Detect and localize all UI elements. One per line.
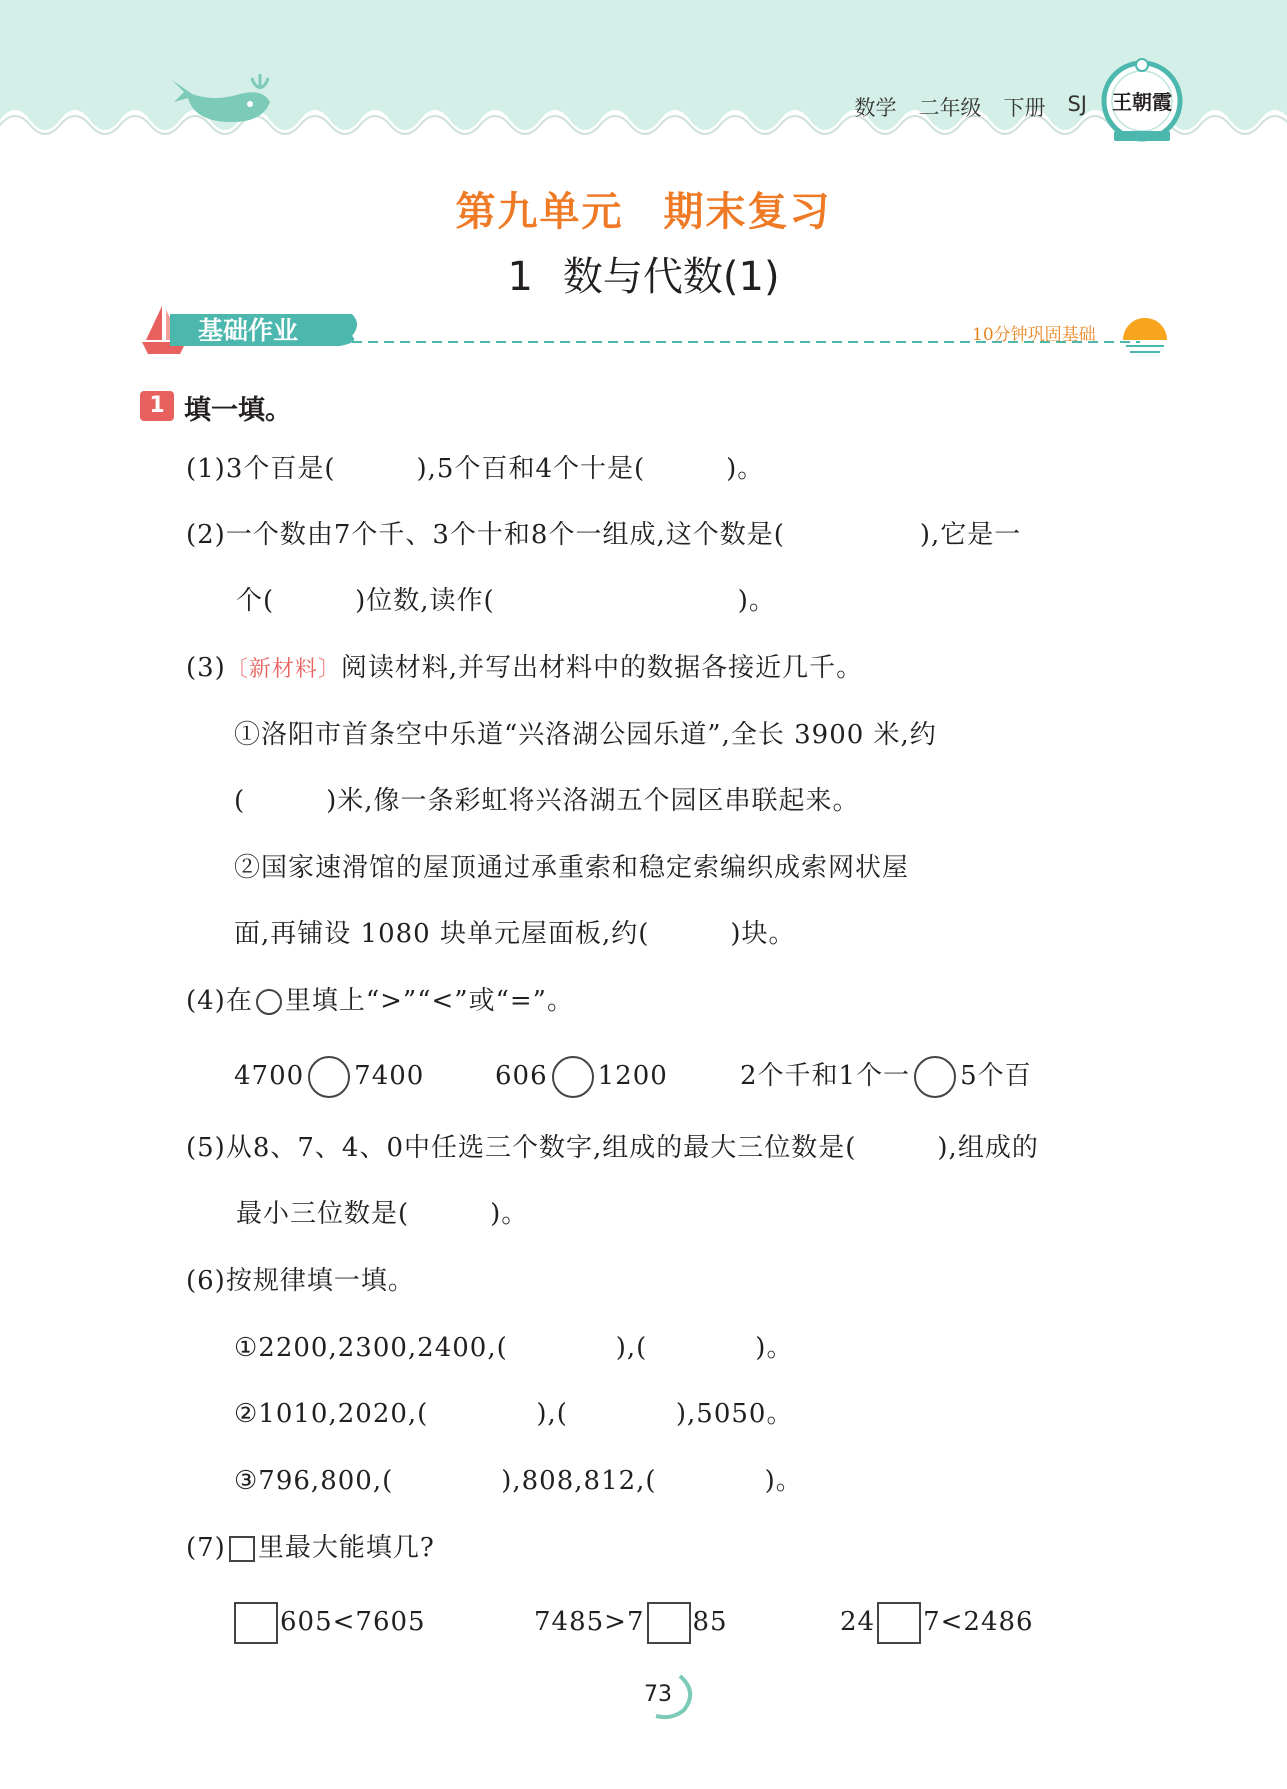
- item-2-line1: (2)一个数由7个千、3个十和8个一组成,这个数是( ),它是一: [186, 520, 1022, 550]
- box-2-right: 85: [692, 1607, 728, 1637]
- item-5-line1: (5)从8、7、4、0中任选三个数字,组成的最大三位数是( ),组成的: [186, 1133, 1039, 1163]
- compare-2-left: 606: [495, 1061, 548, 1091]
- volume-label: 下册: [1003, 96, 1046, 120]
- compare-3: [740, 1056, 1032, 1098]
- compare-1: [234, 1056, 424, 1098]
- lesson-name: 数与代数(1): [562, 254, 780, 300]
- item-3-sub1-line2: ( )米,像一条彩虹将兴洛湖五个园区串联起来。: [234, 786, 860, 816]
- item-4-text: 里填上“>”“<”或“=”。: [284, 986, 574, 1016]
- question-number-badge: 1: [140, 391, 174, 421]
- circle-symbol: [256, 989, 282, 1015]
- item-6-sub3: ③796,800,( ),808,812,( )。: [234, 1466, 803, 1496]
- item-6-sub1: ①2200,2300,2400,( ),( )。: [234, 1333, 794, 1363]
- compare-3-left: 2个千和1个一: [740, 1061, 911, 1091]
- item-3-sub1-line1: ①洛阳市首条空中乐道“兴洛湖公园乐道”,全长 3900 米,约: [234, 720, 937, 750]
- compare-1-left: 4700: [234, 1061, 305, 1091]
- box-3: [840, 1602, 1034, 1644]
- page-number-text: 73: [644, 1682, 672, 1707]
- compare-1-right: 7400: [354, 1061, 425, 1091]
- brand-seal-logo: [1100, 55, 1184, 147]
- box-2: [534, 1602, 728, 1644]
- box-1-right: 605<7605: [280, 1607, 426, 1637]
- box-2-left: 7485>7: [534, 1607, 645, 1637]
- compare-3-right: 5个百: [960, 1061, 1032, 1091]
- box-2-blank[interactable]: [647, 1602, 691, 1644]
- lesson-number: 1: [507, 254, 533, 300]
- item-3-prefix: (3): [186, 653, 226, 683]
- item-3-sub2-line2: 面,再铺设 1080 块单元屋面板,约( )块。: [234, 919, 796, 949]
- unit-title-part2: 期末复习: [663, 189, 832, 235]
- item-7: [186, 1531, 435, 1565]
- item-4-prefix: (4)在: [186, 986, 253, 1016]
- compare-2-right: 1200: [597, 1061, 668, 1091]
- box-3-left: 24: [840, 1607, 876, 1637]
- item-2-line2: 个( )位数,读作( )。: [236, 586, 776, 616]
- item-5-line2: 最小三位数是( )。: [236, 1199, 529, 1229]
- item-3-text: 阅读材料,并写出材料中的数据各接近几千。: [340, 653, 864, 683]
- subject-label: 数学: [854, 96, 897, 120]
- book-meta: [854, 92, 1087, 122]
- item-4: [186, 984, 574, 1018]
- brand-text: 王朝霞: [1112, 90, 1172, 114]
- question-title: 填一填。: [184, 395, 292, 426]
- item-1: (1)3个百是( ),5个百和4个十是( )。: [186, 454, 765, 484]
- page-number: [636, 1670, 696, 1720]
- square-symbol: [229, 1536, 255, 1562]
- item-3-sub2-line1: ②国家速滑馆的屋顶通过承重索和稳定索编织成索网状屋: [234, 853, 910, 883]
- item-6-sub2: ②1010,2020,( ),( ),5050。: [234, 1399, 794, 1429]
- item-3-line1: [186, 651, 863, 687]
- compare-2-circle[interactable]: [552, 1056, 594, 1098]
- compare-2: [495, 1056, 668, 1098]
- section-label: 基础作业: [198, 316, 299, 345]
- item-7-text: 里最大能填几?: [257, 1533, 435, 1563]
- unit-title: [0, 180, 1287, 237]
- edition-label: SJ: [1067, 92, 1087, 116]
- unit-title-part1: 第九单元: [455, 189, 624, 235]
- whale-icon: [170, 72, 280, 132]
- page-header: [0, 0, 1287, 150]
- box-3-blank[interactable]: [877, 1602, 921, 1644]
- grade-label: 二年级: [918, 96, 982, 120]
- compare-3-circle[interactable]: [914, 1056, 956, 1098]
- section-note: 10分钟巩固基础: [972, 325, 1096, 345]
- item-7-prefix: (7): [186, 1533, 226, 1563]
- lesson-title: [0, 245, 1287, 302]
- box-1: [232, 1602, 426, 1644]
- box-3-right: 7<2486: [923, 1607, 1034, 1637]
- compare-1-circle[interactable]: [308, 1056, 350, 1098]
- new-material-tag: 〔新材料〕: [225, 657, 341, 682]
- box-1-blank[interactable]: [234, 1602, 278, 1644]
- item-6: (6)按规律填一填。: [186, 1266, 415, 1296]
